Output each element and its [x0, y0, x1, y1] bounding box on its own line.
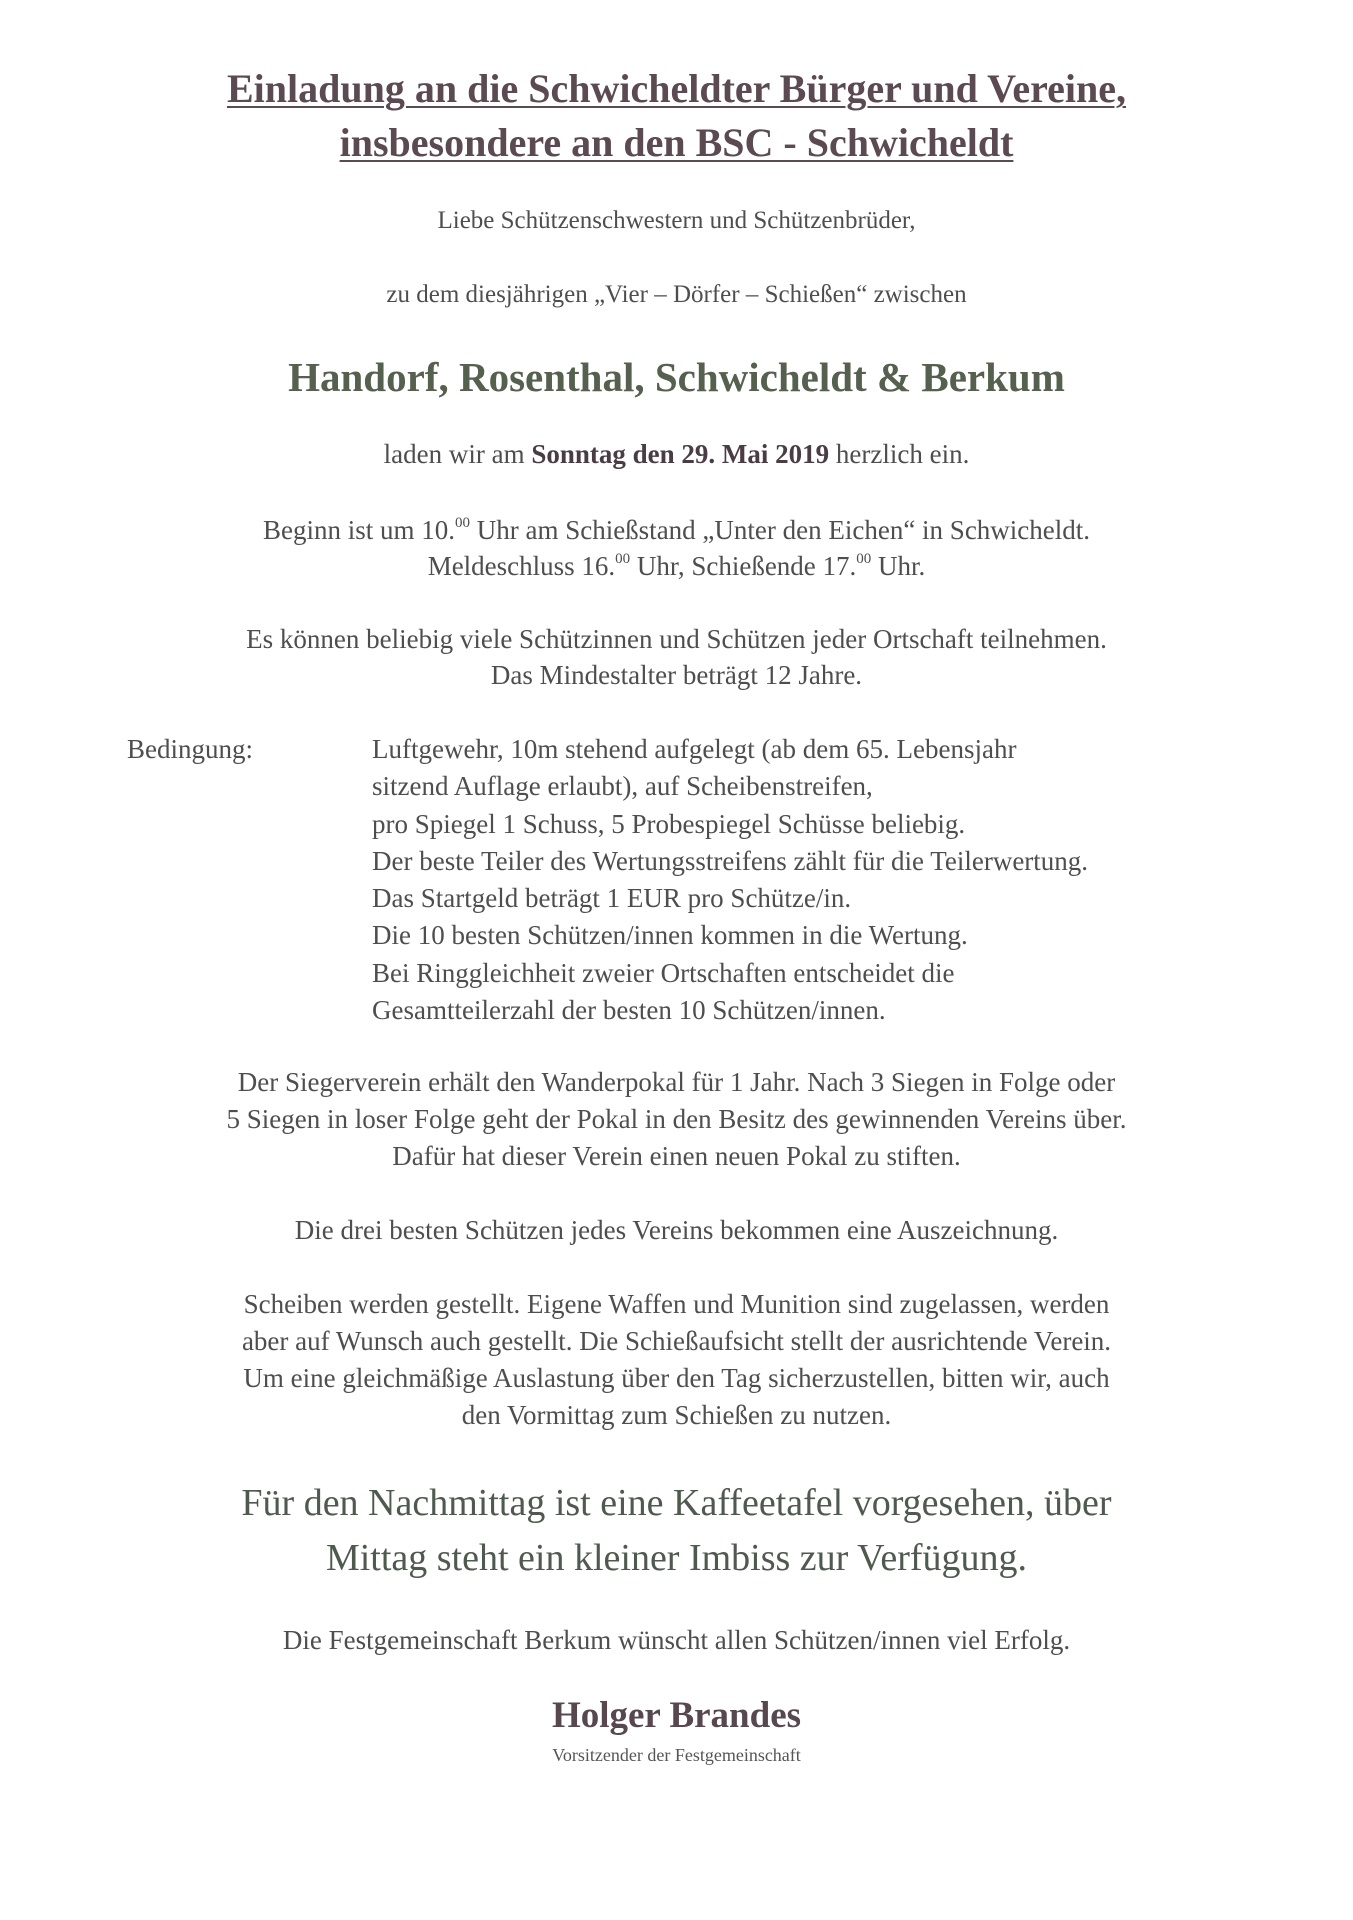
- towns-heading: Handorf, Rosenthal, Schwicheldt & Berkum: [288, 354, 1065, 400]
- schedule-start-minutes: 00: [454, 515, 470, 531]
- trophy-line-3: Dafür hat dieser Verein einen neuen Pokal zu stiften.: [392, 1141, 961, 1171]
- condition-line: pro Spiegel 1 Schuss, 5 Probespiegel Schüsse beliebig.: [372, 808, 966, 839]
- schedule-deadline-text: Meldeschluss 16.: [427, 551, 616, 581]
- condition-line: Bei Ringgleichheit zweier Ortschaften entscheidet die: [372, 957, 955, 988]
- date-line: [0, 436, 1353, 472]
- participants-line-2: Das Mindestalter beträgt 12 Jahre.: [490, 660, 863, 690]
- schedule-start-text: Beginn ist um 10.: [262, 515, 455, 545]
- greeting: Liebe Schützenschwestern und Schützenbrüder,: [437, 207, 916, 234]
- equipment-line-1: Scheiben werden gestellt. Eigene Waffen und Munition sind zugelassen, werden: [243, 1289, 1110, 1319]
- conditions-list: [372, 731, 1088, 1029]
- schedule-end-suffix: Uhr.: [871, 551, 926, 581]
- equipment-line-3: Um eine gleichmäßige Auslastung über den Tag sicherzustellen, bitten wir, auch: [243, 1363, 1110, 1393]
- condition-line: sitzend Auflage erlaubt), auf Scheibenstreifen,: [372, 771, 873, 802]
- condition-line: Gesamtteilerzahl der besten 10 Schützen/innen.: [372, 995, 886, 1026]
- condition-line: Das Startgeld beträgt 1 EUR pro Schütze/in.: [372, 883, 852, 914]
- participants-line-1: Es können beliebig viele Schützinnen und Schützen jeder Ortschaft teilnehmen.: [246, 624, 1107, 654]
- date-line-pre: laden wir am: [383, 439, 532, 469]
- condition-line: Der beste Teiler des Wertungsstreifens zählt für die Teilerwertung.: [372, 845, 1089, 876]
- title-line-1: Einladung an die Schwicheldter Bürger und Vereine,: [226, 66, 1127, 111]
- signature-role: Vorsitzender der Festgemeinschaft: [552, 1745, 801, 1765]
- trophy-line-1: Der Siegerverein erhält den Wanderpokal für 1 Jahr. Nach 3 Siegen in Folge oder: [237, 1067, 1116, 1097]
- schedule-line-2: [0, 548, 1353, 584]
- catering-line-2: Mittag steht ein kleiner Imbiss zur Verfügung.: [325, 1537, 1028, 1579]
- trophy-line-2: 5 Siegen in loser Folge geht der Pokal in den Besitz des gewinnenden Vereins über.: [226, 1104, 1127, 1134]
- schedule-line-1: [0, 512, 1353, 548]
- schedule-end-text: Uhr, Schießende 17.: [630, 551, 857, 581]
- date-line-post: herzlich ein.: [829, 439, 970, 469]
- title-line-2: insbesondere an den BSC - Schwicheldt: [339, 120, 1014, 165]
- award-text: Die drei besten Schützen jedes Vereins bekommen eine Auszeichnung.: [294, 1215, 1059, 1245]
- wishes-text: Die Festgemeinschaft Berkum wünscht allen Schützen/innen viel Erfolg.: [282, 1625, 1071, 1655]
- conditions-label: Bedingung:: [127, 734, 253, 764]
- signature-name: Holger Brandes: [551, 1695, 802, 1736]
- equipment-line-4: den Vormittag zum Schießen zu nutzen.: [461, 1400, 892, 1430]
- condition-line: Die 10 besten Schützen/innen kommen in die Wertung.: [372, 920, 968, 951]
- equipment-line-2: aber auf Wunsch auch gestellt. Die Schießaufsicht stellt der ausrichtende Verein.: [241, 1326, 1112, 1356]
- schedule-deadline-minutes: 00: [615, 551, 631, 567]
- schedule-end-minutes: 00: [856, 551, 872, 567]
- schedule-location-text: Uhr am Schießstand „Unter den Eichen“ in Schwicheldt.: [469, 515, 1091, 545]
- intro: zu dem diesjährigen „Vier – Dörfer – Schießen“ zwischen: [386, 281, 967, 308]
- catering-line-1: Für den Nachmittag ist eine Kaffeetafel vorgesehen, über: [241, 1482, 1112, 1524]
- condition-line: Luftgewehr, 10m stehend aufgelegt (ab dem 65. Lebensjahr: [372, 734, 1017, 764]
- event-date: Sonntag den 29. Mai 2019: [531, 439, 830, 469]
